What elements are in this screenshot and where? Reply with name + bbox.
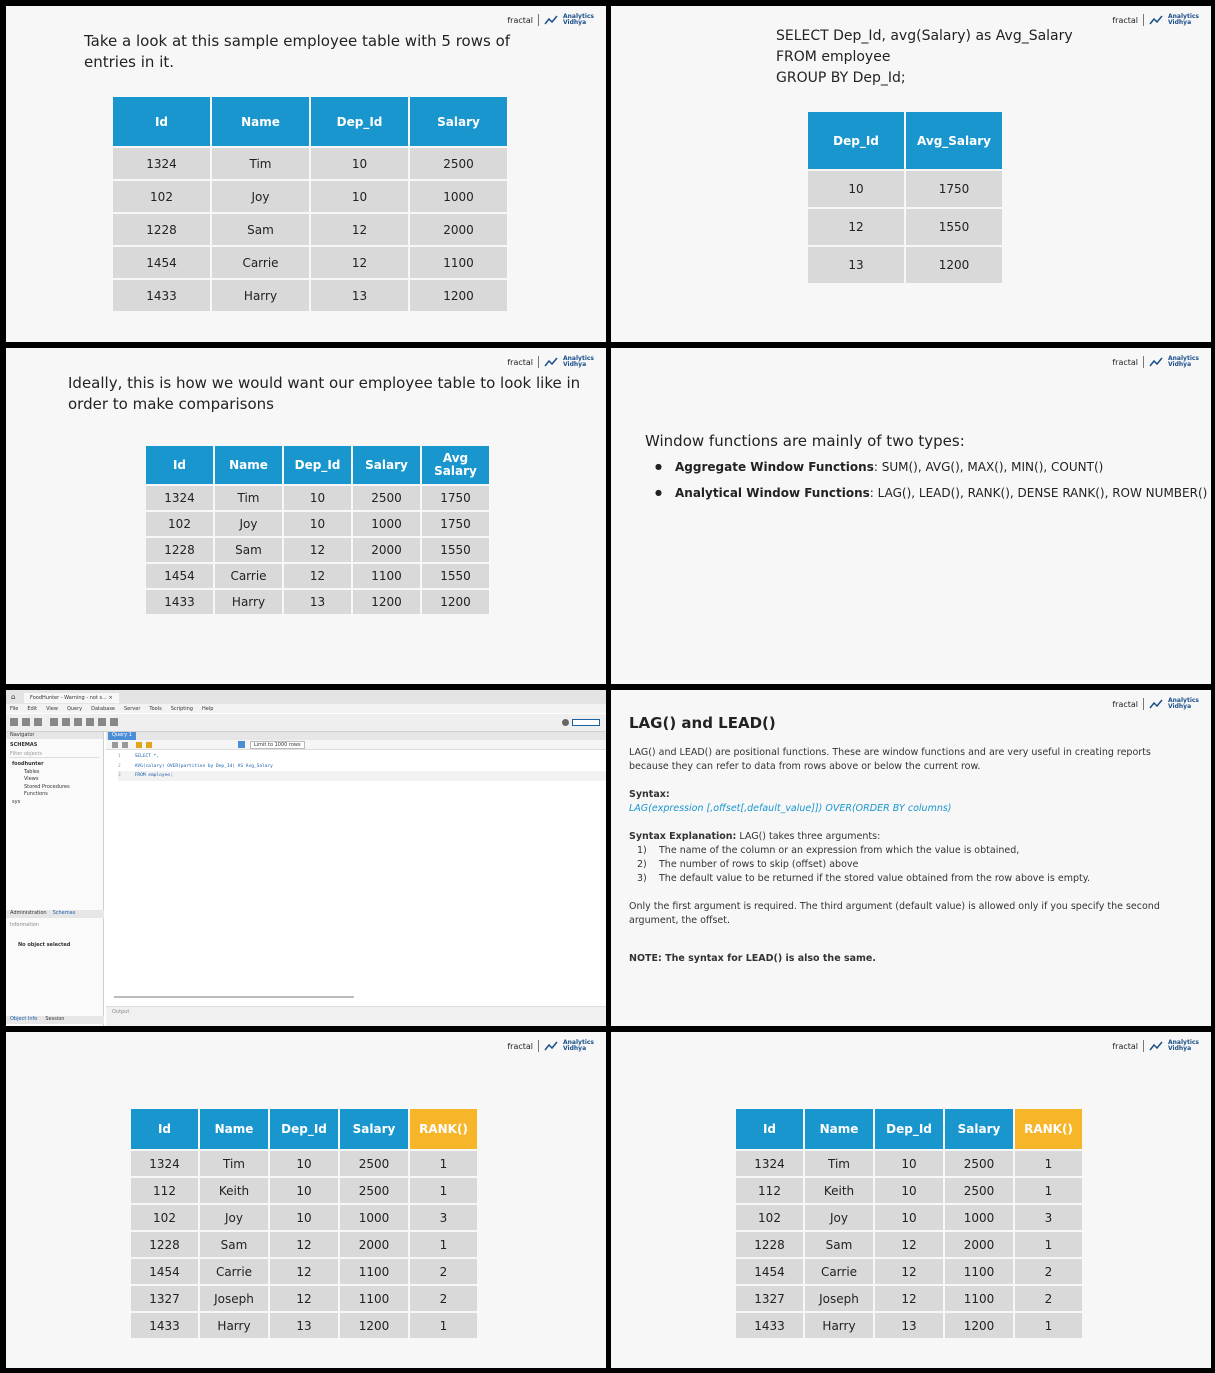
- table-row: 1454 Carrie 12 1100 2: [131, 1259, 477, 1284]
- list-item: 2) The number of rows to skip (offset) above: [637, 859, 859, 870]
- slide-sample-table: [6, 6, 606, 342]
- col-header: Dep_Id: [875, 1109, 943, 1149]
- avg-salary-table: [806, 110, 1004, 285]
- new-connection-icon[interactable]: [10, 718, 18, 726]
- table-row: 1433 Harry 13 1200 1: [131, 1313, 477, 1338]
- tree-item[interactable]: sys: [12, 798, 21, 805]
- col-header-rank: RANK(): [410, 1109, 477, 1149]
- tab-connection[interactable]: FoodHunter - Warning - not s... ×: [24, 693, 119, 703]
- menu-item[interactable]: Scripting: [170, 705, 193, 712]
- analytics-vidhya-icon: [544, 1041, 558, 1051]
- editor-toolbar: [106, 740, 606, 750]
- brand-logo: fractal Analytics Vidhya: [1112, 355, 1199, 368]
- col-header: Id: [146, 446, 213, 484]
- employee-avg-table: [144, 444, 491, 616]
- list-item: 1) The name of the column or an expression from which the value is obtained,: [637, 845, 1020, 856]
- col-header: Salary: [340, 1109, 408, 1149]
- sql-query-text: SELECT Dep_Id, avg(Salary) as Avg_Salary FROM employee GROUP BY Dep_Id;: [776, 28, 1073, 86]
- output-panel: Output: [106, 1006, 606, 1026]
- table-row: 1454 Carrie 12 1100 2: [736, 1259, 1082, 1284]
- table-row: 1324 Tim 10 2500: [113, 148, 507, 179]
- rank-table: [734, 1107, 1084, 1340]
- panel-toggle-icon[interactable]: [572, 719, 600, 726]
- navigator-panel: [6, 732, 104, 1026]
- tab-schemas[interactable]: Schemas: [52, 910, 76, 916]
- syntax-explanation: Syntax Explanation: LAG() takes three arguments: 1) The name of the column or an expression from which the value is obtained, 2) The number of rows to skip (offset) above 3) The default value to be returned if the stored value obtained from the row above is empty.: [629, 830, 1189, 886]
- table-row: 1324 Tim 10 2500 1: [131, 1151, 477, 1176]
- table-row: 1228 Sam 12 2000 1: [736, 1232, 1082, 1257]
- col-header: Id: [131, 1109, 198, 1149]
- slide-heading: Ideally, this is how we would want our employee table to look like in order to make comparisons: [68, 374, 581, 413]
- tab-object-info[interactable]: Object Info: [10, 1016, 38, 1022]
- col-header: Avg_Salary: [906, 112, 1002, 169]
- brand-logo: fractal Analytics Vidhya: [507, 1039, 594, 1052]
- employee-table: [111, 95, 509, 313]
- table-row: 1454 Carrie 12 1100: [113, 247, 507, 278]
- analytics-vidhya-icon: [1149, 15, 1163, 25]
- mysql-workbench-window: [6, 690, 606, 1026]
- fractal-logo: fractal: [507, 1041, 534, 1051]
- table-row: 12 1550: [808, 209, 1002, 245]
- no-object-text: No object selected: [18, 942, 71, 948]
- only-first-text: Only the first argument is required. The third argument (default value) is allowed only if you specify the second argument, the offset.: [629, 901, 1160, 926]
- col-header: Name: [212, 97, 309, 146]
- table-row: 1228 Sam 12 2000: [113, 214, 507, 245]
- table-row: 102 Joy 10 1000 3: [736, 1205, 1082, 1230]
- col-header: Id: [736, 1109, 803, 1149]
- slide-lag-lead: [611, 690, 1211, 1026]
- col-header: Name: [200, 1109, 268, 1149]
- syntax-block: Syntax: LAG(expression [,offset[,default_value]]) OVER(ORDER BY columns): [629, 789, 952, 814]
- brand-logo: fractal Analytics Vidhya: [1112, 1039, 1199, 1052]
- col-header: Name: [805, 1109, 873, 1149]
- col-header: Name: [215, 446, 282, 484]
- table-row: 1433 Harry 13 1200 1: [736, 1313, 1082, 1338]
- table-row: 1433 Harry 13 1200: [113, 280, 507, 311]
- slide-rank-table: [611, 1032, 1211, 1368]
- fractal-logo: fractal: [1112, 15, 1139, 25]
- schema-tree: [6, 761, 103, 806]
- slide-window-types: [611, 348, 1211, 684]
- col-header: Dep_Id: [284, 446, 351, 484]
- brand-logo: fractal Analytics Vidhya: [507, 13, 594, 26]
- tree-item[interactable]: Functions: [24, 791, 48, 797]
- table-row: 1327 Joseph 12 1100 2: [131, 1286, 477, 1311]
- table-row: 1228 Sam 12 2000 1: [131, 1232, 477, 1257]
- tree-item[interactable]: Tables: [24, 768, 40, 775]
- slide-heading: Window functions are mainly of two types:: [645, 432, 965, 450]
- table-row: 10 1750: [808, 171, 1002, 207]
- col-header: Avg Salary: [422, 446, 489, 484]
- table-row: 102 Joy 10 1000: [113, 181, 507, 212]
- open-sql-icon[interactable]: [22, 718, 30, 726]
- toggle-icon[interactable]: [238, 741, 245, 748]
- slide-group-by-query: [611, 6, 1211, 342]
- close-icon[interactable]: ×: [108, 695, 113, 701]
- rank-table: [129, 1107, 479, 1340]
- tab-query-1[interactable]: Query 1: [108, 732, 136, 740]
- fractal-logo: fractal: [1112, 1041, 1139, 1051]
- list-item: ● Analytical Window Functions: LAG(), LEAD(), RANK(), DENSE RANK(), ROW NUMBER(): [655, 486, 1207, 500]
- table-row: 1454 Carrie 12 1100 1550: [146, 564, 489, 588]
- col-header: Salary: [353, 446, 420, 484]
- execute-icon[interactable]: [136, 742, 142, 748]
- menu-item[interactable]: File: [10, 705, 19, 712]
- filter-input[interactable]: Filter objects: [10, 751, 99, 758]
- table-row: 1433 Harry 13 1200 1200: [146, 590, 489, 614]
- fractal-logo: fractal: [1112, 357, 1139, 367]
- menu-item[interactable]: Server: [124, 705, 141, 712]
- tree-item[interactable]: Stored Procedures: [24, 783, 70, 790]
- code-editor[interactable]: 1 SELECT *, 2 AVG(salary) OVER(partition by Dep_Id) AS Avg_Salary 3 FROM employee;: [106, 750, 606, 781]
- table-row: 1324 Tim 10 2500 1: [736, 1151, 1082, 1176]
- fractal-logo: fractal: [507, 357, 534, 367]
- col-header: Id: [113, 97, 210, 146]
- slide-heading: LAG() and LEAD(): [629, 714, 776, 732]
- list-item: 3) The default value to be returned if the stored value obtained from the row above is empty.: [637, 873, 1091, 884]
- analytics-vidhya-icon: [544, 15, 558, 25]
- brand-logo: fractal Analytics Vidhya: [507, 355, 594, 368]
- table-row: 1228 Sam 12 2000 1550: [146, 538, 489, 562]
- procedure-icon[interactable]: [74, 718, 82, 726]
- horizontal-scrollbar[interactable]: [114, 996, 354, 998]
- table-row: 112 Keith 10 2500 1: [736, 1178, 1082, 1203]
- save-icon[interactable]: [122, 742, 128, 748]
- sql-editor-area: [106, 732, 606, 1026]
- navigator-header: Navigator: [6, 732, 103, 739]
- col-header-rank: RANK(): [1015, 1109, 1082, 1149]
- analytics-vidhya-icon: [1149, 699, 1163, 709]
- tab-administration[interactable]: Administration: [10, 910, 47, 916]
- main-toolbar: [6, 714, 606, 732]
- analytics-vidhya-icon: [1149, 357, 1163, 367]
- information-header: Information: [10, 922, 39, 928]
- limit-rows-select[interactable]: Limit to 1000 rows: [250, 741, 305, 749]
- tree-item[interactable]: foodhunter: [12, 761, 44, 767]
- tree-item[interactable]: Views: [24, 776, 39, 782]
- app-tab-bar: [6, 690, 606, 704]
- arguments-list: [629, 844, 1189, 886]
- menu-bar: [6, 704, 606, 713]
- menu-item[interactable]: Help: [201, 705, 214, 712]
- fractal-logo: fractal: [507, 15, 534, 25]
- col-header: Dep_Id: [270, 1109, 338, 1149]
- col-header: Salary: [945, 1109, 1013, 1149]
- table-icon[interactable]: [50, 718, 58, 726]
- brand-logo: fractal Analytics Vidhya: [1112, 13, 1199, 26]
- slide-desired-table: [6, 348, 606, 684]
- reconnect-icon[interactable]: [110, 718, 118, 726]
- slide-workbench: [6, 690, 606, 1026]
- menu-item[interactable]: View: [46, 705, 58, 712]
- menu-item[interactable]: Tools: [149, 705, 162, 712]
- function-icon[interactable]: [86, 718, 94, 726]
- menu-item[interactable]: Edit: [27, 705, 38, 712]
- note-text: NOTE: The syntax for LEAD() is also the same.: [629, 953, 876, 964]
- table-row: 13 1200: [808, 247, 1002, 283]
- settings-icon[interactable]: [34, 718, 42, 726]
- brand-logo: fractal Analytics Vidhya: [1112, 697, 1199, 710]
- col-header: Dep_Id: [311, 97, 408, 146]
- intro-text: LAG() and LEAD() are positional functions. These are window functions and are very useful in creating reports because they can refer to data from rows above or below the current row.: [629, 747, 1151, 772]
- table-row: 1324 Tim 10 2500 1750: [146, 486, 489, 510]
- syntax-text: LAG(expression [,offset[,default_value]]) OVER(ORDER BY columns): [629, 803, 952, 814]
- table-row: 102 Joy 10 1000 3: [131, 1205, 477, 1230]
- table-row: 1327 Joseph 12 1100 2: [736, 1286, 1082, 1311]
- slide-heading: Take a look at this sample employee table with 5 rows of entries in it.: [84, 32, 511, 71]
- lag-lead-body: [629, 746, 1189, 980]
- schemas-header: SCHEMAS: [10, 742, 38, 748]
- slide-rank-table: [6, 1032, 606, 1368]
- search-icon[interactable]: [98, 718, 106, 726]
- menu-item[interactable]: Database: [91, 705, 115, 712]
- analytics-vidhya-icon: [1149, 1041, 1163, 1051]
- list-item: ● Aggregate Window Functions: SUM(), AVG(), MAX(), MIN(), COUNT(): [655, 460, 1207, 474]
- menu-item[interactable]: Query: [66, 705, 83, 712]
- execute-current-icon[interactable]: [146, 742, 152, 748]
- query-tab-bar: [106, 732, 606, 740]
- col-header: Dep_Id: [808, 112, 904, 169]
- types-list: [655, 460, 1207, 512]
- home-icon[interactable]: ⌂: [11, 693, 16, 701]
- view-icon[interactable]: [62, 718, 70, 726]
- tab-session[interactable]: Session: [45, 1016, 65, 1022]
- col-header: Salary: [410, 97, 507, 146]
- table-row: 102 Joy 10 1000 1750: [146, 512, 489, 536]
- table-row: 112 Keith 10 2500 1: [131, 1178, 477, 1203]
- gear-icon[interactable]: [562, 719, 569, 726]
- fractal-logo: fractal: [1112, 699, 1139, 709]
- analytics-vidhya-icon: [544, 357, 558, 367]
- open-file-icon[interactable]: [112, 742, 118, 748]
